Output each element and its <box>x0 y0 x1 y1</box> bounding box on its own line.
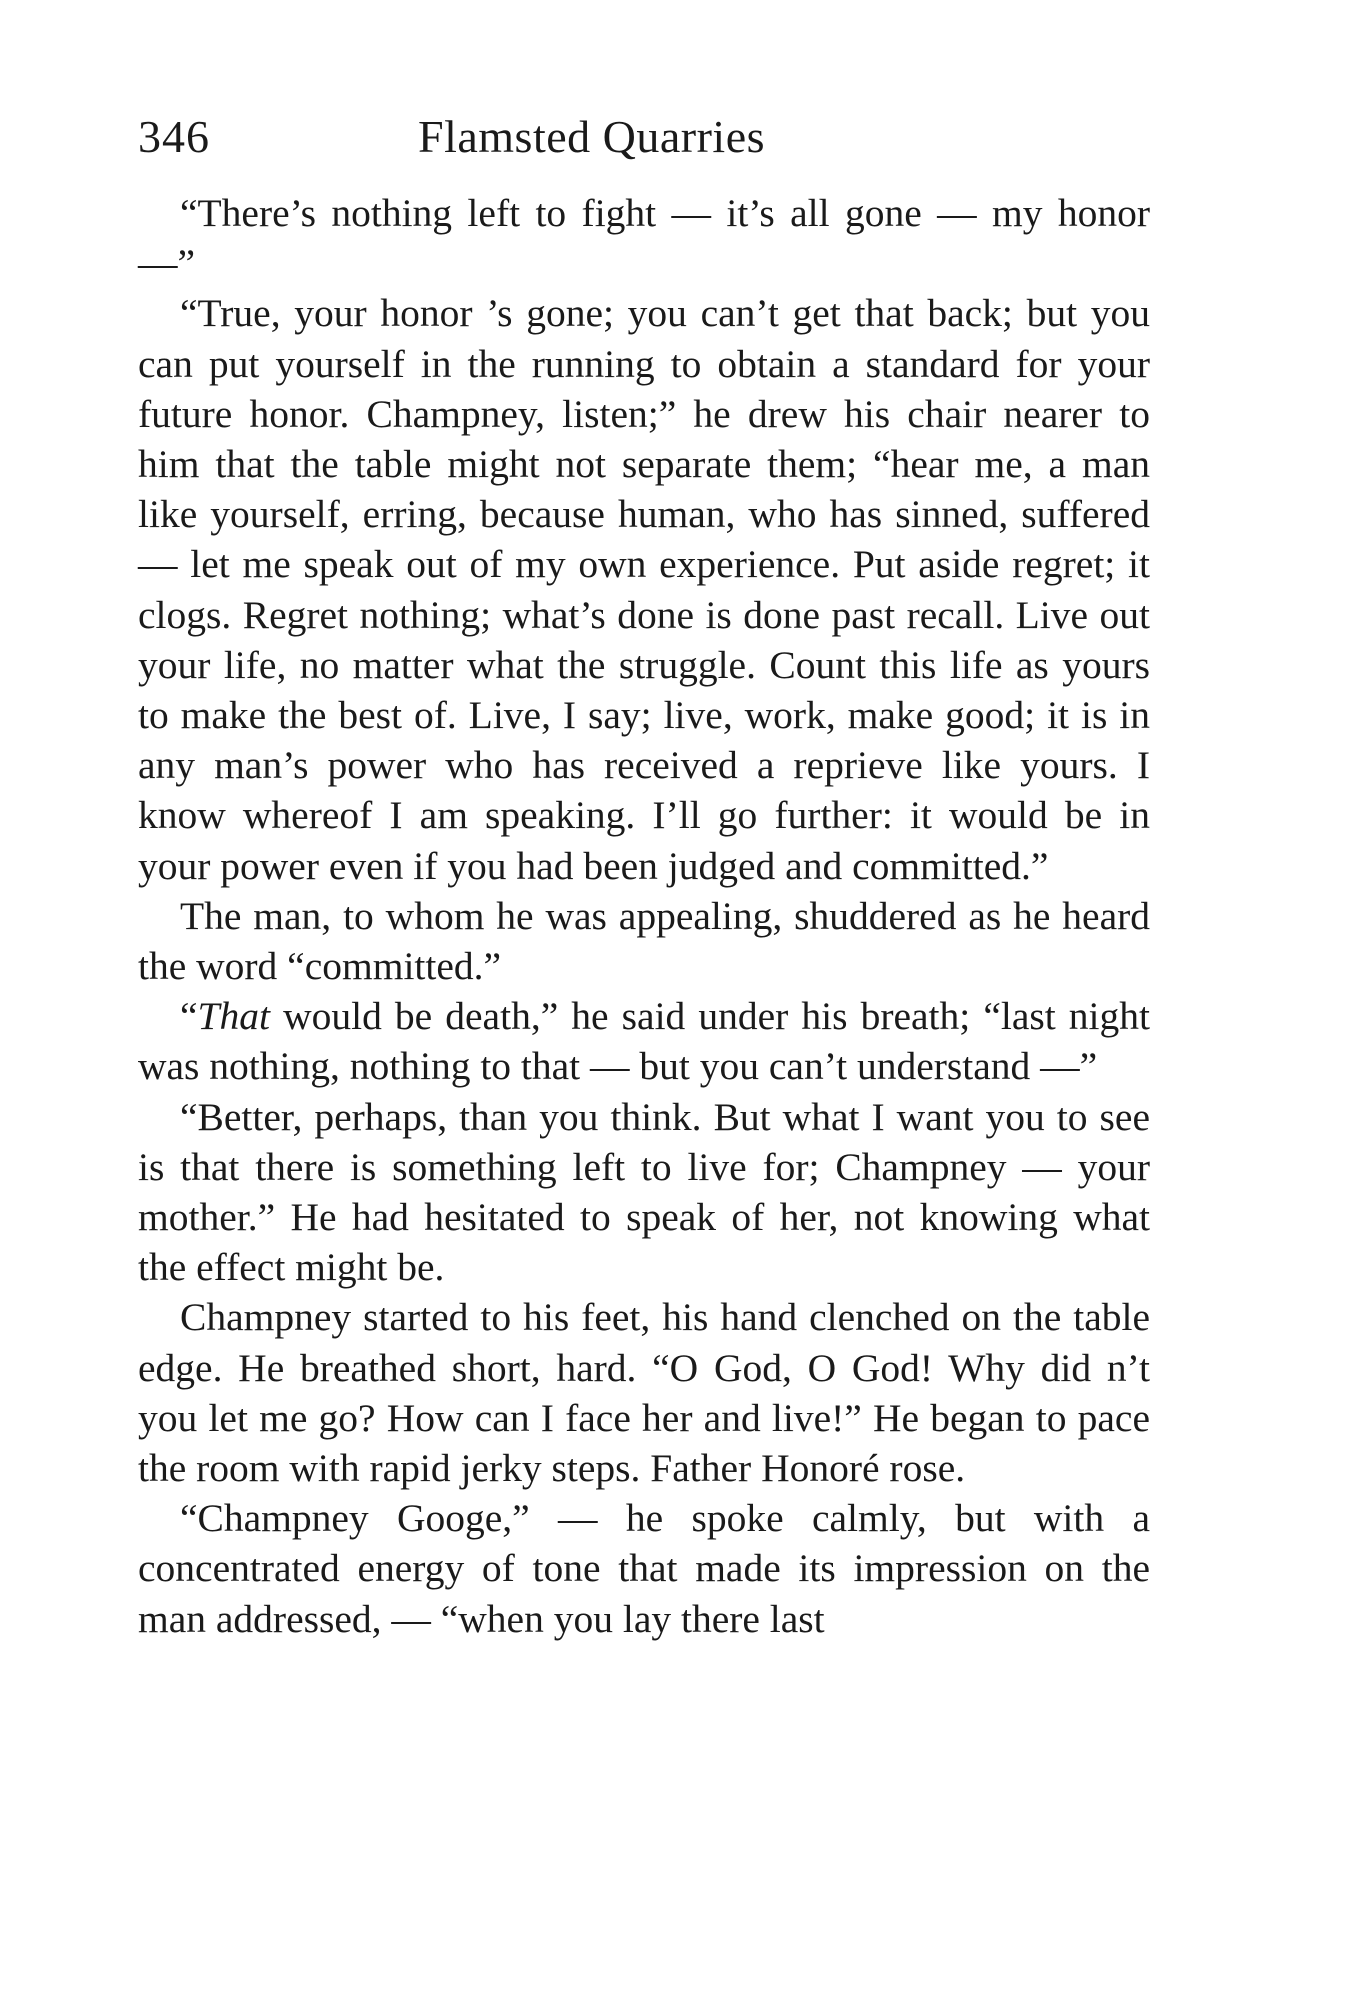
text-segment: “There’s nothing left to fight — it’s all gone — my honor —” <box>138 191 1150 286</box>
paragraph <box>138 188 1150 288</box>
text-segment: Champney started to his feet, his hand clenched on the table edge. He breathed short, hard. “O God, O God! Why did n’t you let me go? How can I face her and live!” He began to pace the room with rapid jerky steps. Father Honoré rose. <box>138 1295 1150 1491</box>
italic-text: That <box>197 994 270 1039</box>
body-text <box>138 188 1150 1644</box>
paragraph <box>138 891 1150 991</box>
text-segment: would be death,” he said under his breath; “last night was nothing, nothing to that — but you can’t understand —” <box>138 994 1150 1089</box>
paragraph <box>138 1292 1150 1493</box>
text-segment: “ <box>180 994 198 1039</box>
paragraph <box>138 288 1150 890</box>
running-title: Flamsted Quarries <box>418 111 766 162</box>
text-segment: “True, your honor ’s gone; you can’t get that back; but you can put yourself in the running to obtain a standard for your future honor. Champney, listen;” he drew his chair nearer to him that the table might not separate them; “hear me, a man like yourself, erring, because human, who has sinned, suffered — let me speak out of my own experience. Put aside regret; it clogs. Regret nothing; what’s done is done past recall. Live out your life, no matter what the struggle. Count this life as yours to make the best of. Live, I say; live, work, make good; it is in any man’s power who has received a reprieve like yours. I know whereof I am speaking. I’ll go further: it would be in your power even if you had been judged and committed.” <box>138 291 1150 888</box>
paragraph <box>138 991 1150 1091</box>
paragraph <box>138 1092 1150 1293</box>
page-number: 346 <box>138 111 210 162</box>
paragraph <box>138 1493 1150 1644</box>
text-segment: “Better, perhaps, than you think. But what I want you to see is that there is something left to live for; Champney — your mother.” He had hesitated to speak of her, not knowing what the effect might be. <box>138 1094 1150 1290</box>
page-header <box>138 110 1150 182</box>
book-page <box>138 110 1150 1644</box>
text-segment: The man, to whom he was appealing, shuddered as he heard the word “committed.” <box>138 893 1150 989</box>
text-segment: “Champney Googe,” — he spoke calmly, but with a concentrated energy of tone that made its impression on the man addressed, — “when you lay there last <box>138 1496 1150 1641</box>
